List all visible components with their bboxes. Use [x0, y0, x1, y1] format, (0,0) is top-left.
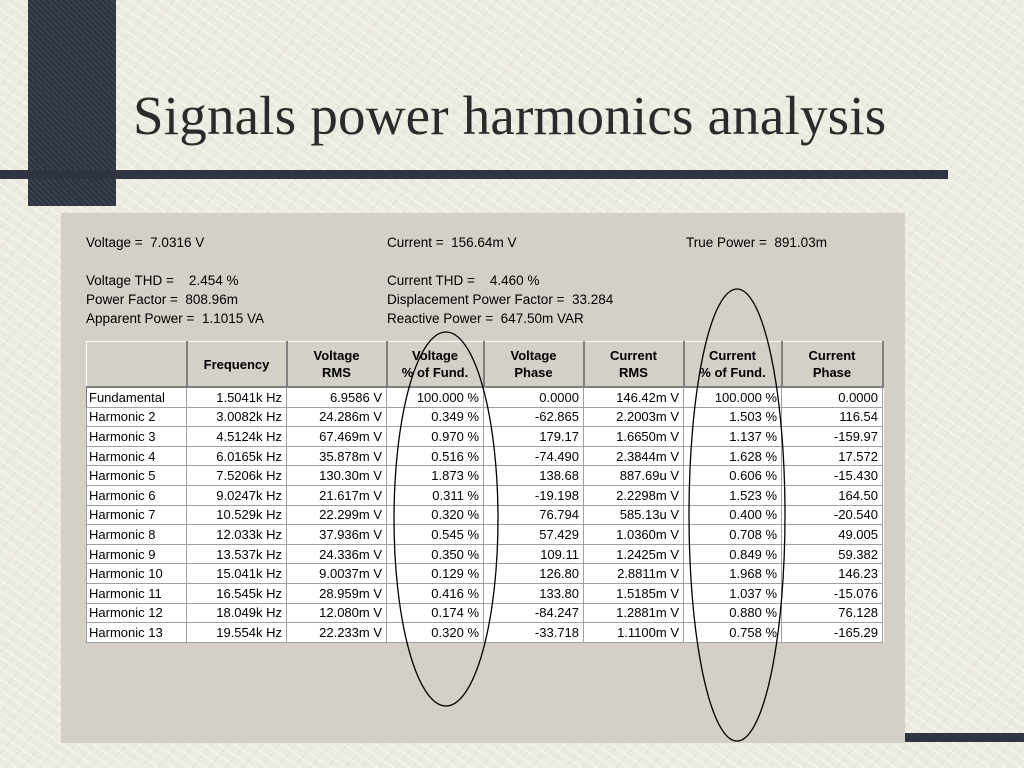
table-cell-voltage-rms[interactable]: 24.286m V	[287, 407, 387, 427]
table-cell-voltage-percent-fund[interactable]: 1.873 %	[387, 466, 484, 486]
table-cell-current-phase[interactable]: -15.076	[782, 583, 883, 603]
table-cell-current-rms[interactable]: 1.2881m V	[584, 603, 684, 623]
table-cell-voltage-phase[interactable]: -84.247	[484, 603, 584, 623]
column-header-line1: Voltage	[313, 348, 360, 363]
table-row[interactable]	[87, 427, 883, 447]
reactive-power-readout: Reactive Power = 647.50m VAR	[387, 311, 584, 326]
table-cell-row-label[interactable]: Harmonic 11	[87, 583, 187, 603]
table-cell-frequency[interactable]: 13.537k Hz	[187, 544, 287, 564]
table-cell-current-percent-fund[interactable]: 1.037 %	[684, 583, 782, 603]
table-row[interactable]	[87, 583, 883, 603]
table-row[interactable]	[87, 407, 883, 427]
table-cell-voltage-rms[interactable]: 35.878m V	[287, 446, 387, 466]
table-cell-row-label[interactable]: Harmonic 5	[87, 466, 187, 486]
table-cell-current-phase[interactable]: 116.54	[782, 407, 883, 427]
table-cell-voltage-percent-fund[interactable]: 0.970 %	[387, 427, 484, 447]
table-cell-voltage-rms[interactable]: 28.959m V	[287, 583, 387, 603]
table-cell-frequency[interactable]: 16.545k Hz	[187, 583, 287, 603]
table-cell-current-phase[interactable]: -20.540	[782, 505, 883, 525]
table-cell-voltage-percent-fund[interactable]: 0.129 %	[387, 564, 484, 584]
title-rule	[0, 170, 948, 179]
table-cell-voltage-phase[interactable]: 138.68	[484, 466, 584, 486]
table-cell-frequency[interactable]: 4.5124k Hz	[187, 427, 287, 447]
table-cell-current-rms[interactable]: 887.69u V	[584, 466, 684, 486]
table-row[interactable]	[87, 564, 883, 584]
table-cell-row-label[interactable]: Harmonic 10	[87, 564, 187, 584]
table-cell-voltage-rms[interactable]: 6.9586 V	[287, 387, 387, 407]
table-cell-voltage-percent-fund[interactable]: 0.320 %	[387, 505, 484, 525]
column-header-line2: RMS	[322, 365, 351, 380]
table-cell-voltage-percent-fund[interactable]: 0.416 %	[387, 583, 484, 603]
table-cell-frequency[interactable]: 12.033k Hz	[187, 525, 287, 545]
table-cell-current-phase[interactable]: -159.97	[782, 427, 883, 447]
table-cell-current-phase[interactable]: 76.128	[782, 603, 883, 623]
column-header-row-label[interactable]	[87, 342, 187, 388]
table-cell-current-rms[interactable]: 2.2003m V	[584, 407, 684, 427]
table-cell-frequency[interactable]: 18.049k Hz	[187, 603, 287, 623]
table-cell-current-percent-fund[interactable]: 1.137 %	[684, 427, 782, 447]
table-cell-frequency[interactable]: 9.0247k Hz	[187, 485, 287, 505]
true-power-readout: True Power = 891.03m	[686, 235, 827, 250]
table-cell-current-rms[interactable]: 585.13u V	[584, 505, 684, 525]
table-cell-voltage-phase[interactable]: -19.198	[484, 485, 584, 505]
table-cell-frequency[interactable]: 3.0082k Hz	[187, 407, 287, 427]
table-cell-voltage-percent-fund[interactable]: 0.174 %	[387, 603, 484, 623]
table-cell-current-phase[interactable]: 146.23	[782, 564, 883, 584]
column-header-line1: Current	[610, 348, 657, 363]
table-cell-current-percent-fund[interactable]: 1.503 %	[684, 407, 782, 427]
table-cell-row-label[interactable]: Harmonic 8	[87, 525, 187, 545]
table-cell-current-phase[interactable]: 17.572	[782, 446, 883, 466]
table-cell-frequency[interactable]: 7.5206k Hz	[187, 466, 287, 486]
table-row[interactable]	[87, 623, 883, 643]
harmonics-table	[86, 341, 884, 643]
table-cell-voltage-phase[interactable]: -74.490	[484, 446, 584, 466]
table-cell-voltage-rms[interactable]: 12.080m V	[287, 603, 387, 623]
table-cell-current-percent-fund[interactable]: 0.400 %	[684, 505, 782, 525]
table-header-row	[87, 342, 883, 388]
table-cell-current-rms[interactable]: 2.8811m V	[584, 564, 684, 584]
table-cell-row-label[interactable]: Harmonic 12	[87, 603, 187, 623]
table-cell-current-percent-fund[interactable]: 0.708 %	[684, 525, 782, 545]
column-header-line1: Voltage	[412, 348, 458, 363]
current-thd-readout: Current THD = 4.460 %	[387, 273, 540, 288]
table-cell-voltage-rms[interactable]: 9.0037m V	[287, 564, 387, 584]
column-header-voltage-phase[interactable]	[484, 342, 584, 388]
table-cell-voltage-phase[interactable]: -33.718	[484, 623, 584, 643]
column-header-frequency[interactable]	[187, 342, 287, 388]
column-header-line1: Current	[709, 348, 756, 363]
table-cell-voltage-phase[interactable]: 179.17	[484, 427, 584, 447]
table-cell-voltage-rms[interactable]: 22.233m V	[287, 623, 387, 643]
column-header-line2: Phase	[514, 365, 553, 380]
table-cell-row-label[interactable]: Harmonic 3	[87, 427, 187, 447]
table-cell-current-rms[interactable]: 1.0360m V	[584, 525, 684, 545]
table-cell-voltage-rms[interactable]: 24.336m V	[287, 544, 387, 564]
table-cell-voltage-rms[interactable]: 67.469m V	[287, 427, 387, 447]
column-header-voltage-rms[interactable]	[287, 342, 387, 388]
table-cell-voltage-phase[interactable]: 126.80	[484, 564, 584, 584]
table-cell-frequency[interactable]: 6.0165k Hz	[187, 446, 287, 466]
column-header-line1: Current	[808, 348, 856, 363]
table-cell-current-rms[interactable]: 1.5185m V	[584, 583, 684, 603]
table-cell-voltage-percent-fund[interactable]: 100.000 %	[387, 387, 484, 407]
table-cell-frequency[interactable]: 15.041k Hz	[187, 564, 287, 584]
column-header-line2: % of Fund.	[401, 365, 469, 380]
apparent-power-readout: Apparent Power = 1.1015 VA	[86, 311, 264, 326]
table-row[interactable]	[87, 544, 883, 564]
column-header-line1: Voltage	[510, 348, 557, 363]
table-row[interactable]	[87, 485, 883, 505]
column-header-current-percent-fund[interactable]	[684, 342, 782, 388]
table-row[interactable]	[87, 603, 883, 623]
displacement-power-factor-readout: Displacement Power Factor = 33.284	[387, 292, 614, 307]
table-cell-voltage-phase[interactable]: -62.865	[484, 407, 584, 427]
table-cell-current-phase[interactable]: -15.430	[782, 466, 883, 486]
table-cell-voltage-percent-fund[interactable]: 0.350 %	[387, 544, 484, 564]
table-cell-row-label[interactable]: Harmonic 7	[87, 505, 187, 525]
table-cell-current-percent-fund[interactable]: 0.606 %	[684, 466, 782, 486]
voltage-readout: Voltage = 7.0316 V	[86, 235, 205, 250]
power-factor-readout: Power Factor = 808.96m	[86, 292, 238, 307]
footer-rule	[905, 733, 1024, 742]
column-header-current-phase[interactable]	[782, 342, 883, 388]
column-header-line2: RMS	[619, 365, 648, 380]
table-cell-row-label[interactable]: Fundamental	[87, 387, 187, 407]
table-cell-voltage-phase[interactable]: 0.0000	[484, 387, 584, 407]
table-cell-voltage-rms[interactable]: 37.936m V	[287, 525, 387, 545]
slide-title: Signals power harmonics analysis	[133, 85, 887, 146]
table-cell-voltage-percent-fund[interactable]: 0.320 %	[387, 623, 484, 643]
table-cell-current-percent-fund[interactable]: 1.628 %	[684, 446, 782, 466]
table-cell-frequency[interactable]: 19.554k Hz	[187, 623, 287, 643]
table-cell-current-rms[interactable]: 1.2425m V	[584, 544, 684, 564]
table-cell-current-phase[interactable]: -165.29	[782, 623, 883, 643]
table-cell-current-rms[interactable]: 146.42m V	[584, 387, 684, 407]
table-cell-current-phase[interactable]: 164.50	[782, 485, 883, 505]
table-cell-voltage-phase[interactable]: 76.794	[484, 505, 584, 525]
table-cell-frequency[interactable]: 1.5041k Hz	[187, 387, 287, 407]
table-cell-voltage-percent-fund[interactable]: 0.349 %	[387, 407, 484, 427]
column-header-line2: % of Fund.	[699, 365, 766, 380]
table-row[interactable]	[87, 387, 883, 407]
table-row[interactable]	[87, 525, 883, 545]
table-cell-current-percent-fund[interactable]: 0.880 %	[684, 603, 782, 623]
table-cell-voltage-rms[interactable]: 130.30m V	[287, 466, 387, 486]
table-cell-current-percent-fund[interactable]: 0.758 %	[684, 623, 782, 643]
table-cell-frequency[interactable]: 10.529k Hz	[187, 505, 287, 525]
table-cell-voltage-percent-fund[interactable]: 0.545 %	[387, 525, 484, 545]
column-header-voltage-percent-fund[interactable]	[387, 342, 484, 388]
table-cell-current-rms[interactable]: 1.1100m V	[584, 623, 684, 643]
table-row[interactable]	[87, 446, 883, 466]
table-cell-current-percent-fund[interactable]: 100.000 %	[684, 387, 782, 407]
table-cell-voltage-percent-fund[interactable]: 0.516 %	[387, 446, 484, 466]
table-cell-current-rms[interactable]: 2.2298m V	[584, 485, 684, 505]
table-cell-voltage-percent-fund[interactable]: 0.311 %	[387, 485, 484, 505]
column-header-line2: Phase	[812, 365, 852, 380]
table-cell-current-percent-fund[interactable]: 1.968 %	[684, 564, 782, 584]
table-cell-voltage-rms[interactable]: 21.617m V	[287, 485, 387, 505]
table-cell-current-percent-fund[interactable]: 1.523 %	[684, 485, 782, 505]
voltage-thd-readout: Voltage THD = 2.454 %	[86, 273, 239, 288]
table-cell-current-rms[interactable]: 1.6650m V	[584, 427, 684, 447]
column-header-line1: Frequency	[203, 356, 270, 372]
table-cell-current-phase[interactable]: 0.0000	[782, 387, 883, 407]
table-cell-current-rms[interactable]: 2.3844m V	[584, 446, 684, 466]
column-header-current-rms[interactable]	[584, 342, 684, 388]
table-cell-current-phase[interactable]: 59.382	[782, 544, 883, 564]
table-cell-row-label[interactable]: Harmonic 2	[87, 407, 187, 427]
table-cell-row-label[interactable]: Harmonic 13	[87, 623, 187, 643]
table-row[interactable]	[87, 505, 883, 525]
table-cell-voltage-phase[interactable]: 133.80	[484, 583, 584, 603]
current-readout: Current = 156.64m V	[387, 235, 517, 250]
table-cell-voltage-phase[interactable]: 57.429	[484, 525, 584, 545]
table-row[interactable]	[87, 466, 883, 486]
table-cell-voltage-phase[interactable]: 109.11	[484, 544, 584, 564]
table-cell-current-percent-fund[interactable]: 0.849 %	[684, 544, 782, 564]
table-cell-current-phase[interactable]: 49.005	[782, 525, 883, 545]
table-cell-row-label[interactable]: Harmonic 4	[87, 446, 187, 466]
table-cell-row-label[interactable]: Harmonic 9	[87, 544, 187, 564]
table-cell-voltage-rms[interactable]: 22.299m V	[287, 505, 387, 525]
table-cell-row-label[interactable]: Harmonic 6	[87, 485, 187, 505]
